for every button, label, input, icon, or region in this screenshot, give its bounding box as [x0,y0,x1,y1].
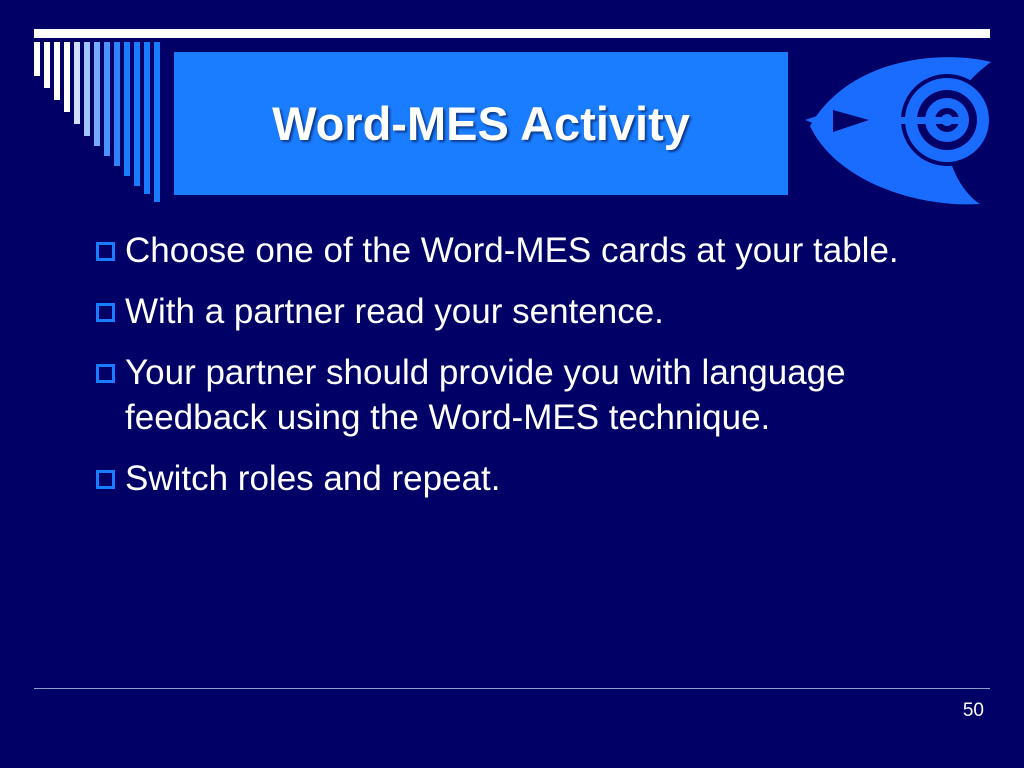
list-item [96,456,976,501]
top-divider [34,29,990,38]
descending-bars-icon [34,42,170,202]
bullet-marker-icon [96,364,115,383]
page-number: 50 [962,700,984,721]
list-item-text: Your partner should provide you with language feedback using the Word-MES technique. [125,353,846,437]
list-item [96,228,976,273]
bullet-marker-icon [96,470,115,489]
bullet-list [96,228,976,517]
list-item-text: Switch roles and repeat. [125,459,501,498]
list-item-text: With a partner read your sentence. [125,292,664,331]
list-item-text: Choose one of the Word-MES cards at your table. [125,231,899,270]
list-item [96,350,976,440]
list-item [96,289,976,334]
title-box [174,52,788,195]
bullet-marker-icon [96,303,115,322]
bottom-divider [34,688,990,689]
arrow-on-target-icon [795,48,995,208]
page-title: Word-MES Activity [272,97,690,150]
bullet-marker-icon [96,242,115,261]
